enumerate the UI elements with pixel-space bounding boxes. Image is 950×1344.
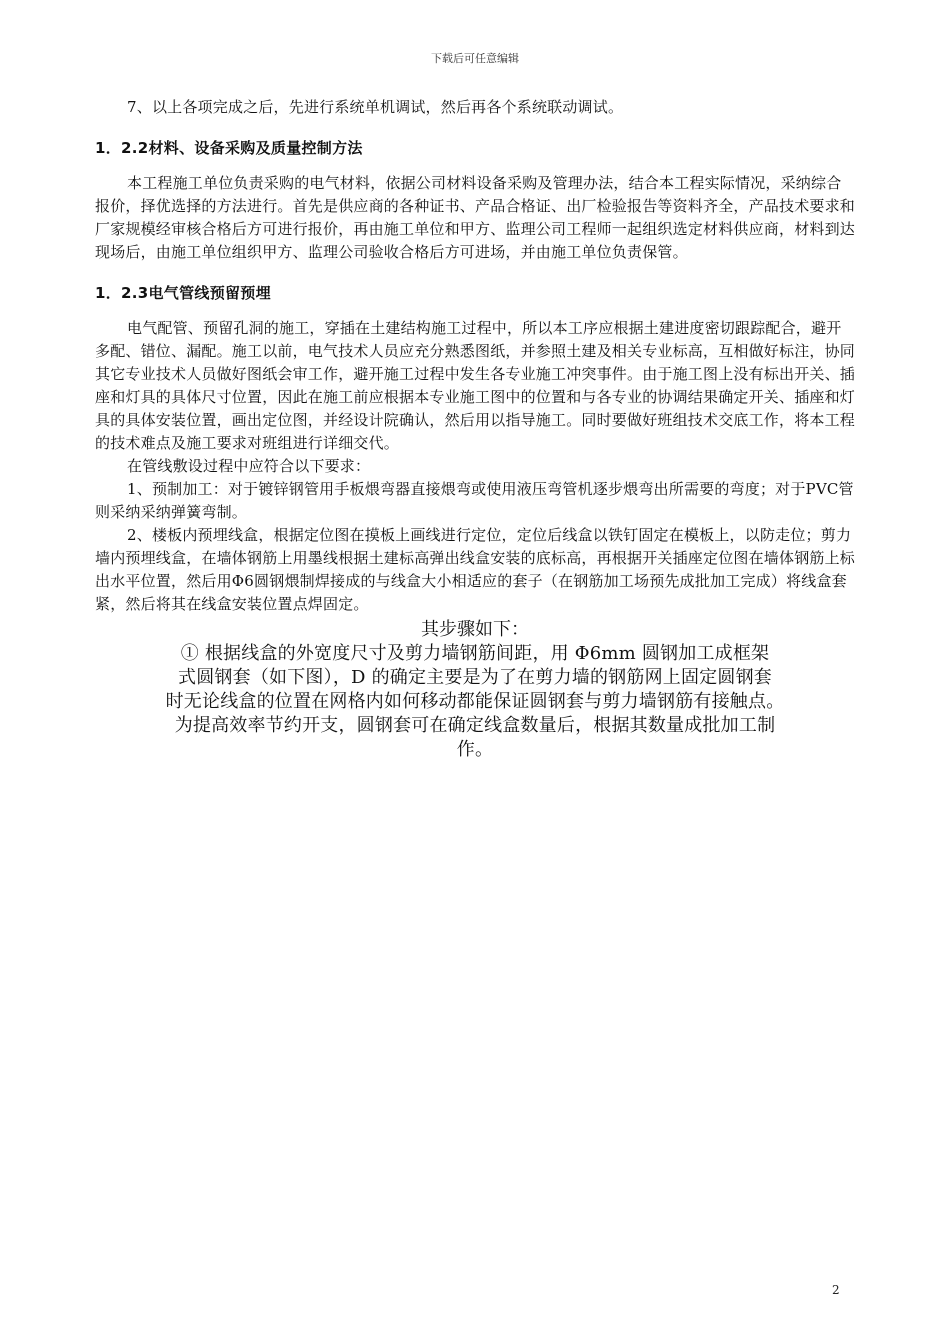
step-1-line: 式圆钢套（如下图），D 的确定主要是为了在剪力墙的钢筋网上固定圆钢套 bbox=[178, 667, 772, 688]
step-1-line: 作。 bbox=[456, 739, 494, 760]
document-body bbox=[95, 96, 855, 762]
requirement-item-1: 1、预制加工：对于镀锌钢管用手板煨弯器直接煨弯或使用液压弯管机逐步煨弯出所需要的弯度；对于PVC管则采纳采纳弹簧弯制。 bbox=[95, 480, 854, 521]
section-1-2-2-body: 本工程施工单位负责采购的电气材料，依据公司材料设备采购及管理办法，结合本工程实际情况，采纳综合报价，择优选择的方法进行。首先是供应商的各种证书、产品合格证、出厂检验报告等资料齐全，产品技术要求和厂家规模经审核合格后方可进行报价，再由施工单位和甲方、监理公司工程师一起组织选定材料供应商，材料到达现场后，由施工单位组织甲方、监理公司验收合格后方可进场，并由施工单位负责保管。 bbox=[95, 174, 856, 261]
steps-title: 其步骤如下： bbox=[421, 619, 529, 640]
requirement-item-2: 2、楼板内预埋线盒，根据定位图在摸板上画线进行定位，定位后线盒以铁钉固定在模板上，以防走位；剪力墙内预埋线盒，在墙体钢筋上用墨线根据土建标高弹出线盒安装的底标高，再根据开关插座定位图在墙体钢筋上标出水平位置，然后用Φ6圆钢煨制焊接成的与线盒大小相适应的套子（在钢筋加工场预先成批加工完成）将线盒套紧，然后将其在线盒安装位置点焊固定。 bbox=[95, 526, 856, 613]
section-1-2-3-body-2: 在管线敷设过程中应符合以下要求： bbox=[127, 457, 371, 475]
page-number: 2 bbox=[832, 1283, 840, 1297]
section-heading-1-2-2: 1．2.2材料、设备采购及质量控制方法 bbox=[95, 139, 363, 157]
section-1-2-3-body-1: 电气配管、预留孔洞的施工，穿插在土建结构施工过程中，所以本工序应根据土建进度密切跟踪配合，避开多配、错位、漏配。施工以前，电气技术人员应充分熟悉图纸，并参照土建及相关专业标高，互相做好标注，协同其它专业技术人员做好图纸会审工作，避开施工过程中发生各专业施工冲突事件。由于施工图上没有标出开关、插座和灯具的具体尺寸位置，因此在施工前应根据本专业施工图中的位置和与各专业的协调结果确定开关、插座和灯具的具体安装位置，画出定位图，并经设计院确认，然后用以指导施工。同时要做好班组技术交底工作，将本工程的技术难点及施工要求对班组进行详细交代。 bbox=[95, 319, 856, 452]
step-1-line: 时无论线盒的位置在网格内如何移动都能保证圆钢套与剪力墙钢筋有接触点。 bbox=[165, 691, 785, 712]
page-header: 下载后可任意编辑 bbox=[431, 52, 519, 65]
section-heading-1-2-3: 1．2.3电气管线预留预埋 bbox=[95, 284, 271, 302]
step-1-line: 为提高效率节约开支，圆钢套可在确定线盒数量后，根据其数量成批加工制 bbox=[174, 715, 776, 736]
step-1-paragraph bbox=[95, 642, 855, 762]
item-7: 7、以上各项完成之后，先进行系统单机调试，然后再各个系统联动调试。 bbox=[127, 98, 624, 116]
step-1-line: ① 根据线盒的外宽度尺寸及剪力墙钢筋间距，用 Φ6mm 圆钢加工成框架 bbox=[180, 643, 770, 664]
